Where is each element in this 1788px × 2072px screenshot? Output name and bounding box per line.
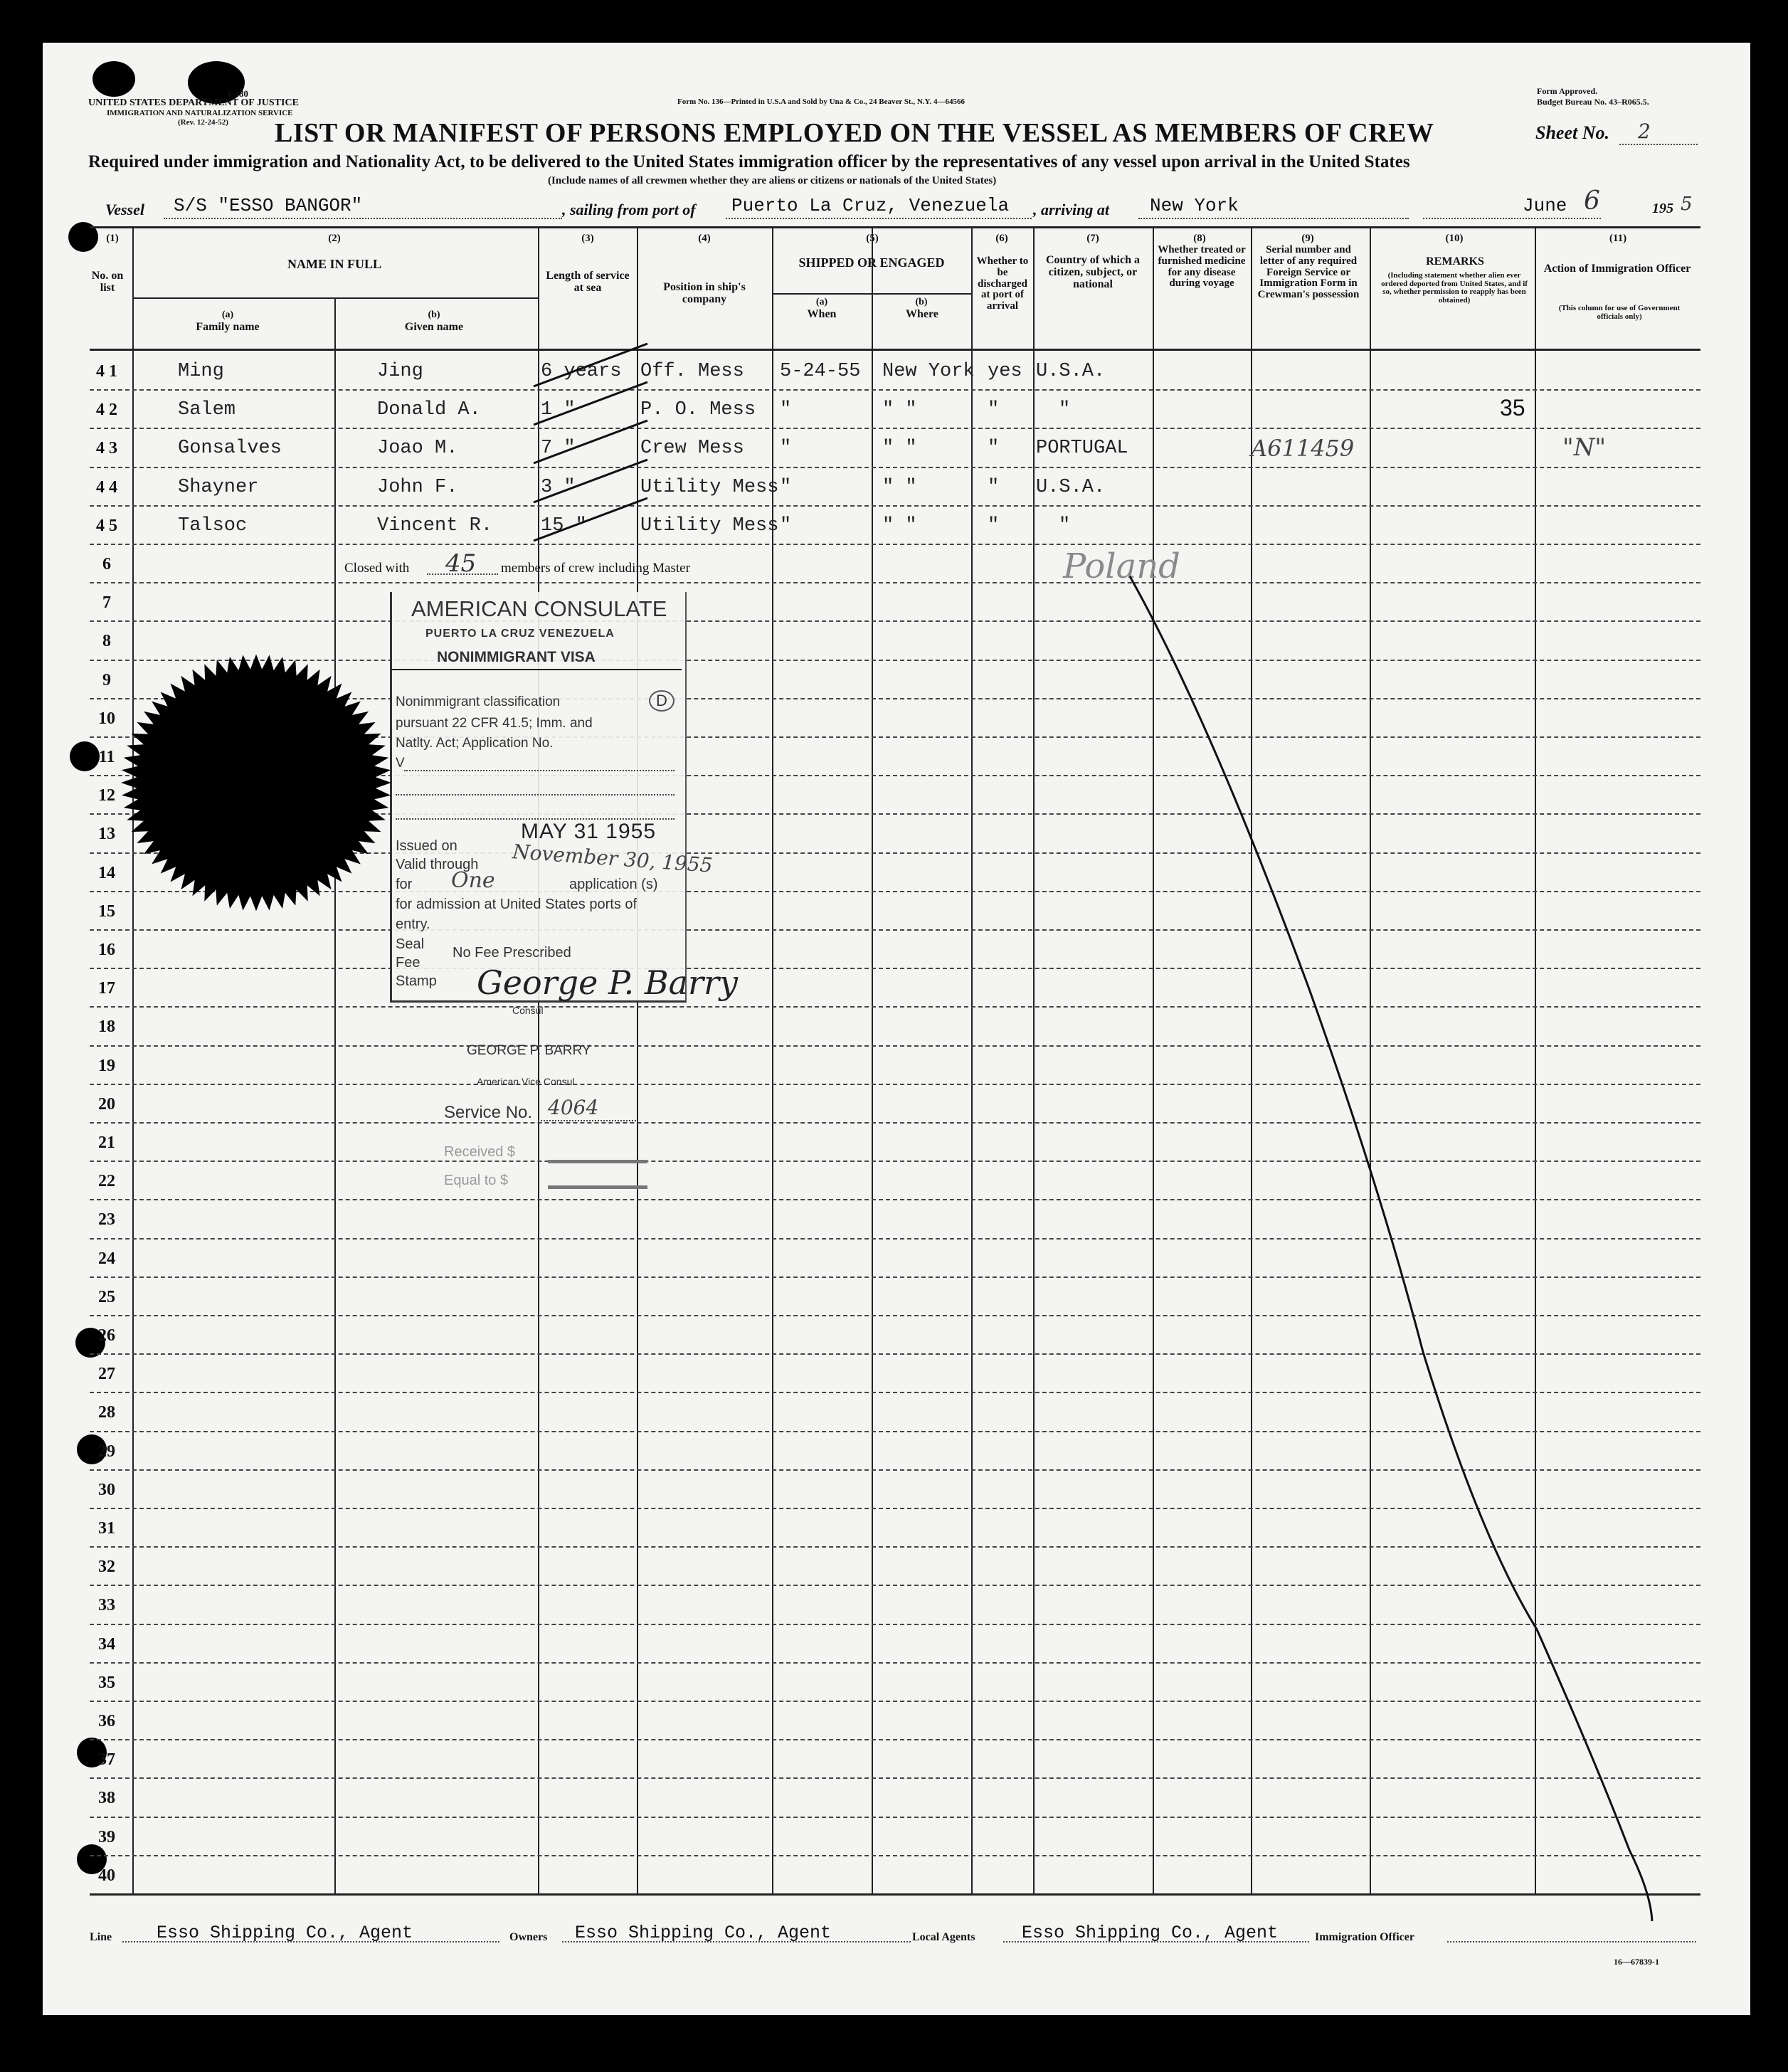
row-number: 36 bbox=[98, 1712, 115, 1730]
stamp-blank-line bbox=[404, 770, 675, 771]
row-rule bbox=[90, 929, 1700, 931]
footer-agents-underline bbox=[1003, 1941, 1309, 1942]
shipped-when: " bbox=[780, 399, 792, 421]
family-name: Ming bbox=[178, 361, 224, 382]
row-rule bbox=[90, 968, 1700, 969]
row-number: 25 bbox=[98, 1287, 115, 1306]
country: " bbox=[1059, 514, 1071, 536]
row-number: 33 bbox=[98, 1596, 115, 1615]
column-rule bbox=[1033, 226, 1035, 1893]
row-rule bbox=[90, 1662, 1700, 1664]
row-rule bbox=[90, 1546, 1700, 1548]
row-rule bbox=[90, 1739, 1700, 1740]
row-number: 12 bbox=[98, 786, 115, 805]
row-number: 31 bbox=[98, 1519, 115, 1538]
form-note: (Include names of all crewmen whether they are aliens or citizens or nationals of the United States) bbox=[548, 175, 997, 186]
service-number: 4064 bbox=[548, 1096, 599, 1119]
column-rule bbox=[334, 297, 336, 1893]
row-number: 38 bbox=[98, 1789, 115, 1808]
stamp-for-suffix: application (s) bbox=[569, 877, 658, 892]
closing-suffix: members of crew including Master bbox=[501, 561, 690, 576]
country: " bbox=[1059, 399, 1071, 421]
stamp-cross-out bbox=[548, 1160, 647, 1163]
sheet-number: 2 bbox=[1638, 120, 1651, 143]
country: U.S.A. bbox=[1036, 361, 1106, 382]
shipped-when: " bbox=[780, 476, 792, 498]
printer-line: Form No. 136—Printed in U.S.A and Sold by Una & Co., 24 Beaver St., N.Y. 4—64566 bbox=[677, 97, 965, 106]
col2a-sub: (a) bbox=[221, 310, 234, 320]
service-length: 3 " bbox=[541, 476, 576, 498]
row-number: 35 bbox=[98, 1673, 115, 1692]
received-amount: Received $ bbox=[444, 1144, 516, 1160]
col2-num: (2) bbox=[328, 233, 341, 244]
column-rule bbox=[1251, 226, 1252, 1893]
stamp-valid-label: Valid through bbox=[396, 857, 479, 872]
family-name: Talsoc bbox=[178, 514, 248, 536]
column-rule bbox=[1535, 226, 1536, 1893]
stamp-blank-line bbox=[396, 794, 675, 796]
discharge: " bbox=[988, 399, 1000, 421]
col5b-sub: (b) bbox=[915, 297, 928, 307]
position: Utility Mess bbox=[640, 476, 779, 498]
row-number: 14 bbox=[98, 863, 115, 882]
row-number: 4 2 bbox=[96, 401, 117, 420]
row-number: 8 bbox=[102, 632, 111, 651]
stamp-v: V bbox=[396, 756, 405, 771]
form-approved: Form Approved. bbox=[1537, 86, 1598, 96]
row-number: 32 bbox=[98, 1558, 115, 1577]
shipped-where: " " bbox=[882, 476, 917, 498]
row-number: 28 bbox=[98, 1403, 115, 1422]
col3-num: (3) bbox=[581, 233, 594, 244]
column-rule bbox=[1370, 226, 1371, 1893]
col2b-sub: (b) bbox=[428, 310, 440, 320]
col10-header: REMARKS bbox=[1426, 255, 1484, 268]
closing-count: 45 bbox=[445, 549, 477, 578]
col5-header: SHIPPED OR ENGAGED bbox=[798, 255, 945, 270]
col2-header: NAME IN FULL bbox=[287, 257, 381, 271]
row-number: 4 5 bbox=[96, 516, 117, 535]
consul-title: American Vice Consul bbox=[477, 1076, 575, 1087]
service-length: 1 " bbox=[541, 399, 576, 421]
stamp-cfr: pursuant 22 CFR 41.5; Imm. and bbox=[396, 716, 593, 731]
subheader-rule bbox=[132, 297, 538, 299]
footer-owners-label: Owners bbox=[509, 1931, 548, 1943]
col4-header: Position in ship's company bbox=[663, 281, 746, 305]
notary-seal bbox=[121, 640, 391, 925]
family-name: Shayner bbox=[178, 476, 259, 498]
row-rule bbox=[90, 1817, 1700, 1818]
row-rule bbox=[90, 1624, 1700, 1625]
row-rule bbox=[90, 1161, 1700, 1162]
position: Utility Mess bbox=[640, 514, 779, 536]
footer-agents: Esso Shipping Co., Agent bbox=[1022, 1923, 1279, 1943]
date-underline bbox=[1423, 218, 1601, 219]
row-rule bbox=[90, 1392, 1700, 1393]
column-rule bbox=[971, 226, 973, 1893]
row-rule bbox=[90, 1122, 1700, 1124]
service-length: 7 " bbox=[541, 438, 576, 460]
family-name: Salem bbox=[178, 399, 236, 421]
arrival-day: 6 bbox=[1584, 186, 1600, 216]
shipped-when: " bbox=[780, 514, 792, 536]
table-bottom-rule bbox=[90, 1893, 1700, 1896]
country-note: Poland bbox=[1063, 546, 1180, 586]
discharge: yes bbox=[988, 361, 1022, 382]
row-rule bbox=[90, 1045, 1700, 1047]
stamp-city: PUERTO LA CRUZ VENEZUELA bbox=[425, 628, 615, 640]
row-number: 24 bbox=[98, 1249, 115, 1268]
stamp-consulate: AMERICAN CONSULATE bbox=[411, 596, 667, 621]
row-number: 40 bbox=[98, 1866, 115, 1885]
equal-amount: Equal to $ bbox=[444, 1173, 509, 1188]
year-printed: 195 bbox=[1652, 201, 1673, 216]
arriving-label: , arriving at bbox=[1033, 201, 1109, 218]
row-number: 9 bbox=[102, 670, 111, 689]
stamp-consul-small: Consul bbox=[512, 1005, 544, 1016]
stamp-valid-date: November 30, 1955 bbox=[512, 840, 714, 877]
row-rule bbox=[90, 1006, 1700, 1008]
col11-num: (11) bbox=[1609, 233, 1627, 244]
given-name: Jing bbox=[377, 361, 423, 382]
footer-line-label: Line bbox=[90, 1931, 112, 1943]
form-title: LIST OR MANIFEST OF PERSONS EMPLOYED ON THE VESSEL AS MEMBERS OF CREW bbox=[275, 118, 1434, 148]
row-rule bbox=[90, 389, 1700, 391]
row-number: 27 bbox=[98, 1365, 115, 1384]
col11-note: (This column for use of Government officials only) bbox=[1558, 304, 1681, 321]
row-number: 15 bbox=[98, 902, 115, 921]
shipped-where: " " bbox=[882, 438, 917, 460]
col5a-sub: (a) bbox=[815, 297, 828, 307]
col5b-header: Where bbox=[906, 308, 938, 320]
row-number: 4 4 bbox=[96, 477, 117, 497]
col9-num: (9) bbox=[1301, 233, 1314, 244]
form-subtitle: Required under immigration and Nationality Act, to be delivered to the United States immigration officer by the representatives of any vessel upon arrival in the United States bbox=[88, 152, 1410, 171]
row-number: 6 bbox=[102, 555, 111, 574]
col7-header: Country of which a citizen, subject, or national bbox=[1045, 254, 1140, 290]
col1-num: (1) bbox=[106, 233, 119, 244]
sheet-underline bbox=[1619, 144, 1698, 145]
stamp-entry: entry. bbox=[396, 916, 430, 932]
row-rule bbox=[90, 1508, 1700, 1509]
col6-num: (6) bbox=[995, 233, 1008, 244]
row-rule bbox=[90, 1585, 1700, 1586]
position: Off. Mess bbox=[640, 361, 744, 382]
given-name: Donald A. bbox=[377, 399, 481, 421]
row-number: 13 bbox=[98, 825, 115, 844]
shipped-where: " " bbox=[882, 514, 917, 536]
col7-num: (7) bbox=[1086, 233, 1099, 244]
position: P. O. Mess bbox=[640, 399, 756, 421]
form-id: I-480 bbox=[228, 88, 248, 99]
year-handwritten: 5 bbox=[1681, 194, 1693, 215]
given-name: John F. bbox=[377, 476, 458, 498]
row-number: 4 1 bbox=[96, 362, 117, 381]
row-number: 4 3 bbox=[96, 439, 117, 458]
row-number: 29 bbox=[98, 1442, 115, 1461]
row-number: 21 bbox=[98, 1133, 115, 1152]
footer-line-underline bbox=[122, 1941, 499, 1942]
shipped-when: " bbox=[780, 438, 792, 460]
arrival-port: New York bbox=[1150, 195, 1239, 216]
header-bottom-rule bbox=[90, 349, 1700, 351]
row-number: 7 bbox=[102, 593, 111, 613]
given-name: Vincent R. bbox=[377, 514, 493, 536]
row-number: 16 bbox=[98, 941, 115, 959]
closing-prefix: Closed with bbox=[344, 561, 410, 576]
col10-note: (Including statement whether alien ever ordered deported from United States, and if so, whether permission to reapply has been obtained) bbox=[1381, 271, 1528, 305]
col4-num: (4) bbox=[698, 233, 711, 244]
footer-agents-label: Local Agents bbox=[912, 1931, 975, 1943]
service-length: 6 years bbox=[541, 361, 622, 382]
stamp-seal: Seal bbox=[396, 936, 425, 952]
arrival-month: June bbox=[1523, 195, 1567, 216]
row-number: 30 bbox=[98, 1480, 115, 1499]
row-rule bbox=[90, 1431, 1700, 1432]
stamp-fee-label: Fee bbox=[396, 955, 420, 971]
row-rule bbox=[90, 1777, 1700, 1779]
subheader-rule bbox=[772, 293, 971, 295]
footer-owners-underline bbox=[562, 1941, 911, 1942]
serial-number: A611459 bbox=[1251, 435, 1355, 462]
paper-sheet bbox=[43, 43, 1750, 2015]
row-number: 11 bbox=[98, 748, 115, 766]
row-rule bbox=[90, 1855, 1700, 1856]
budget-bureau: Budget Bureau No. 43–R065.5. bbox=[1537, 97, 1649, 107]
stamp-for-value: One bbox=[451, 868, 495, 893]
tally-strike bbox=[527, 491, 655, 548]
stamp-class-code: D bbox=[649, 690, 675, 712]
stamp-issued-label: Issued on bbox=[396, 838, 457, 854]
row-rule bbox=[90, 544, 1700, 545]
department: UNITED STATES DEPARTMENT OF JUSTICE bbox=[88, 97, 299, 108]
sailing-port: Puerto La Cruz, Venezuela bbox=[731, 195, 1010, 216]
country: PORTUGAL bbox=[1036, 438, 1128, 460]
col9-header: Serial number and letter of any required Foreign Service or Immigration Form in Crewman's possession bbox=[1257, 244, 1360, 300]
row-number: 17 bbox=[98, 979, 115, 998]
immigration-action: "N" bbox=[1562, 433, 1607, 462]
port-underline bbox=[726, 218, 1032, 219]
footer-code: 16—67839-1 bbox=[1614, 1957, 1659, 1967]
row-rule bbox=[90, 1238, 1700, 1240]
column-rule bbox=[872, 293, 873, 1893]
stamp-for-label: for bbox=[396, 877, 413, 892]
shipped-when: 5-24-55 bbox=[780, 361, 861, 382]
revision: (Rev. 12-24-52) bbox=[178, 118, 228, 127]
row-rule bbox=[90, 620, 1700, 622]
closing-underline bbox=[427, 574, 498, 575]
col6-header: Whether to be discharged at port of arrival bbox=[976, 255, 1029, 312]
service-name: IMMIGRATION AND NATURALIZATION SERVICE bbox=[107, 109, 293, 117]
stamp-visa-type: NONIMMIGRANT VISA bbox=[437, 649, 596, 665]
footer-officer-label: Immigration Officer bbox=[1315, 1931, 1414, 1943]
consul-signature: George P. Barry bbox=[477, 963, 739, 1002]
punch-hole bbox=[92, 61, 135, 97]
row-number: 37 bbox=[98, 1750, 115, 1770]
footer-line: Esso Shipping Co., Agent bbox=[157, 1923, 413, 1943]
shipped-where: " " bbox=[882, 399, 917, 421]
stamp-admission: for admission at United States ports of bbox=[396, 897, 638, 912]
footer-owners: Esso Shipping Co., Agent bbox=[575, 1923, 832, 1943]
row-number: 10 bbox=[98, 709, 115, 728]
stamp-no-fee: No Fee Prescribed bbox=[453, 945, 571, 961]
vessel-name: S/S "ESSO BANGOR" bbox=[174, 195, 363, 216]
shipped-where: New York bbox=[882, 361, 975, 382]
footer-officer-underline bbox=[1447, 1941, 1696, 1942]
col5-num: (5) bbox=[866, 233, 879, 244]
row-rule bbox=[90, 1276, 1700, 1278]
given-name: Joao M. bbox=[377, 438, 458, 460]
stamp-cross-out bbox=[548, 1185, 647, 1189]
column-rule bbox=[1153, 226, 1154, 1893]
row-rule bbox=[90, 467, 1700, 468]
stamp-application: Natlty. Act; Application No. bbox=[396, 736, 554, 751]
table-top-rule bbox=[90, 226, 1700, 228]
row-rule bbox=[90, 505, 1700, 507]
row-rule bbox=[90, 582, 1700, 583]
vessel-underline bbox=[164, 218, 562, 219]
row-rule bbox=[90, 428, 1700, 429]
col2a-header: Family name bbox=[196, 321, 260, 333]
row-number: 39 bbox=[98, 1827, 115, 1846]
sailing-label: , sailing from port of bbox=[562, 201, 696, 218]
stamp-rule bbox=[391, 669, 682, 670]
vessel-label: Vessel bbox=[105, 201, 144, 218]
col8-num: (8) bbox=[1193, 233, 1206, 244]
discharge: " bbox=[988, 438, 1000, 460]
remarks-value: 35 bbox=[1500, 395, 1525, 421]
discharge: " bbox=[988, 476, 1000, 498]
col3-header: Length of service at sea bbox=[546, 270, 630, 294]
country: U.S.A. bbox=[1036, 476, 1106, 498]
row-number: 26 bbox=[98, 1326, 115, 1345]
stamp-stamp-label: Stamp bbox=[396, 973, 437, 989]
stamp-issued-date: MAY 31 1955 bbox=[521, 820, 657, 843]
service-label: Service No. bbox=[444, 1103, 533, 1122]
row-number: 20 bbox=[98, 1094, 115, 1114]
discharge: " bbox=[988, 514, 1000, 536]
row-number: 23 bbox=[98, 1210, 115, 1230]
col8-header: Whether treated or furnished medicine for any disease during voyage bbox=[1158, 244, 1246, 290]
row-rule bbox=[90, 1199, 1700, 1200]
service-underline bbox=[538, 1120, 636, 1121]
row-rule bbox=[90, 1701, 1700, 1702]
row-rule bbox=[90, 1084, 1700, 1085]
stamp-classification: Nonimmigrant classification bbox=[396, 694, 561, 709]
family-name: Gonsalves bbox=[178, 438, 282, 460]
row-number: 34 bbox=[98, 1634, 115, 1654]
sheet-label: Sheet No. bbox=[1535, 122, 1609, 143]
col10-num: (10) bbox=[1445, 233, 1464, 244]
row-number: 18 bbox=[98, 1018, 115, 1037]
row-rule bbox=[90, 1353, 1700, 1355]
service-length: 15 " bbox=[541, 514, 587, 536]
row-number: 22 bbox=[98, 1172, 115, 1191]
arrival-underline bbox=[1138, 218, 1409, 219]
row-rule bbox=[90, 1469, 1700, 1471]
row-number: 19 bbox=[98, 1056, 115, 1075]
col11-header: Action of Immigration Officer bbox=[1543, 263, 1691, 275]
col1-header: No. on list bbox=[91, 270, 124, 294]
row-rule bbox=[90, 1315, 1700, 1316]
col5a-header: When bbox=[807, 308, 837, 320]
col2b-header: Given name bbox=[404, 321, 464, 333]
consul-name: GEORGE P. BARRY bbox=[467, 1043, 591, 1058]
position: Crew Mess bbox=[640, 438, 744, 460]
